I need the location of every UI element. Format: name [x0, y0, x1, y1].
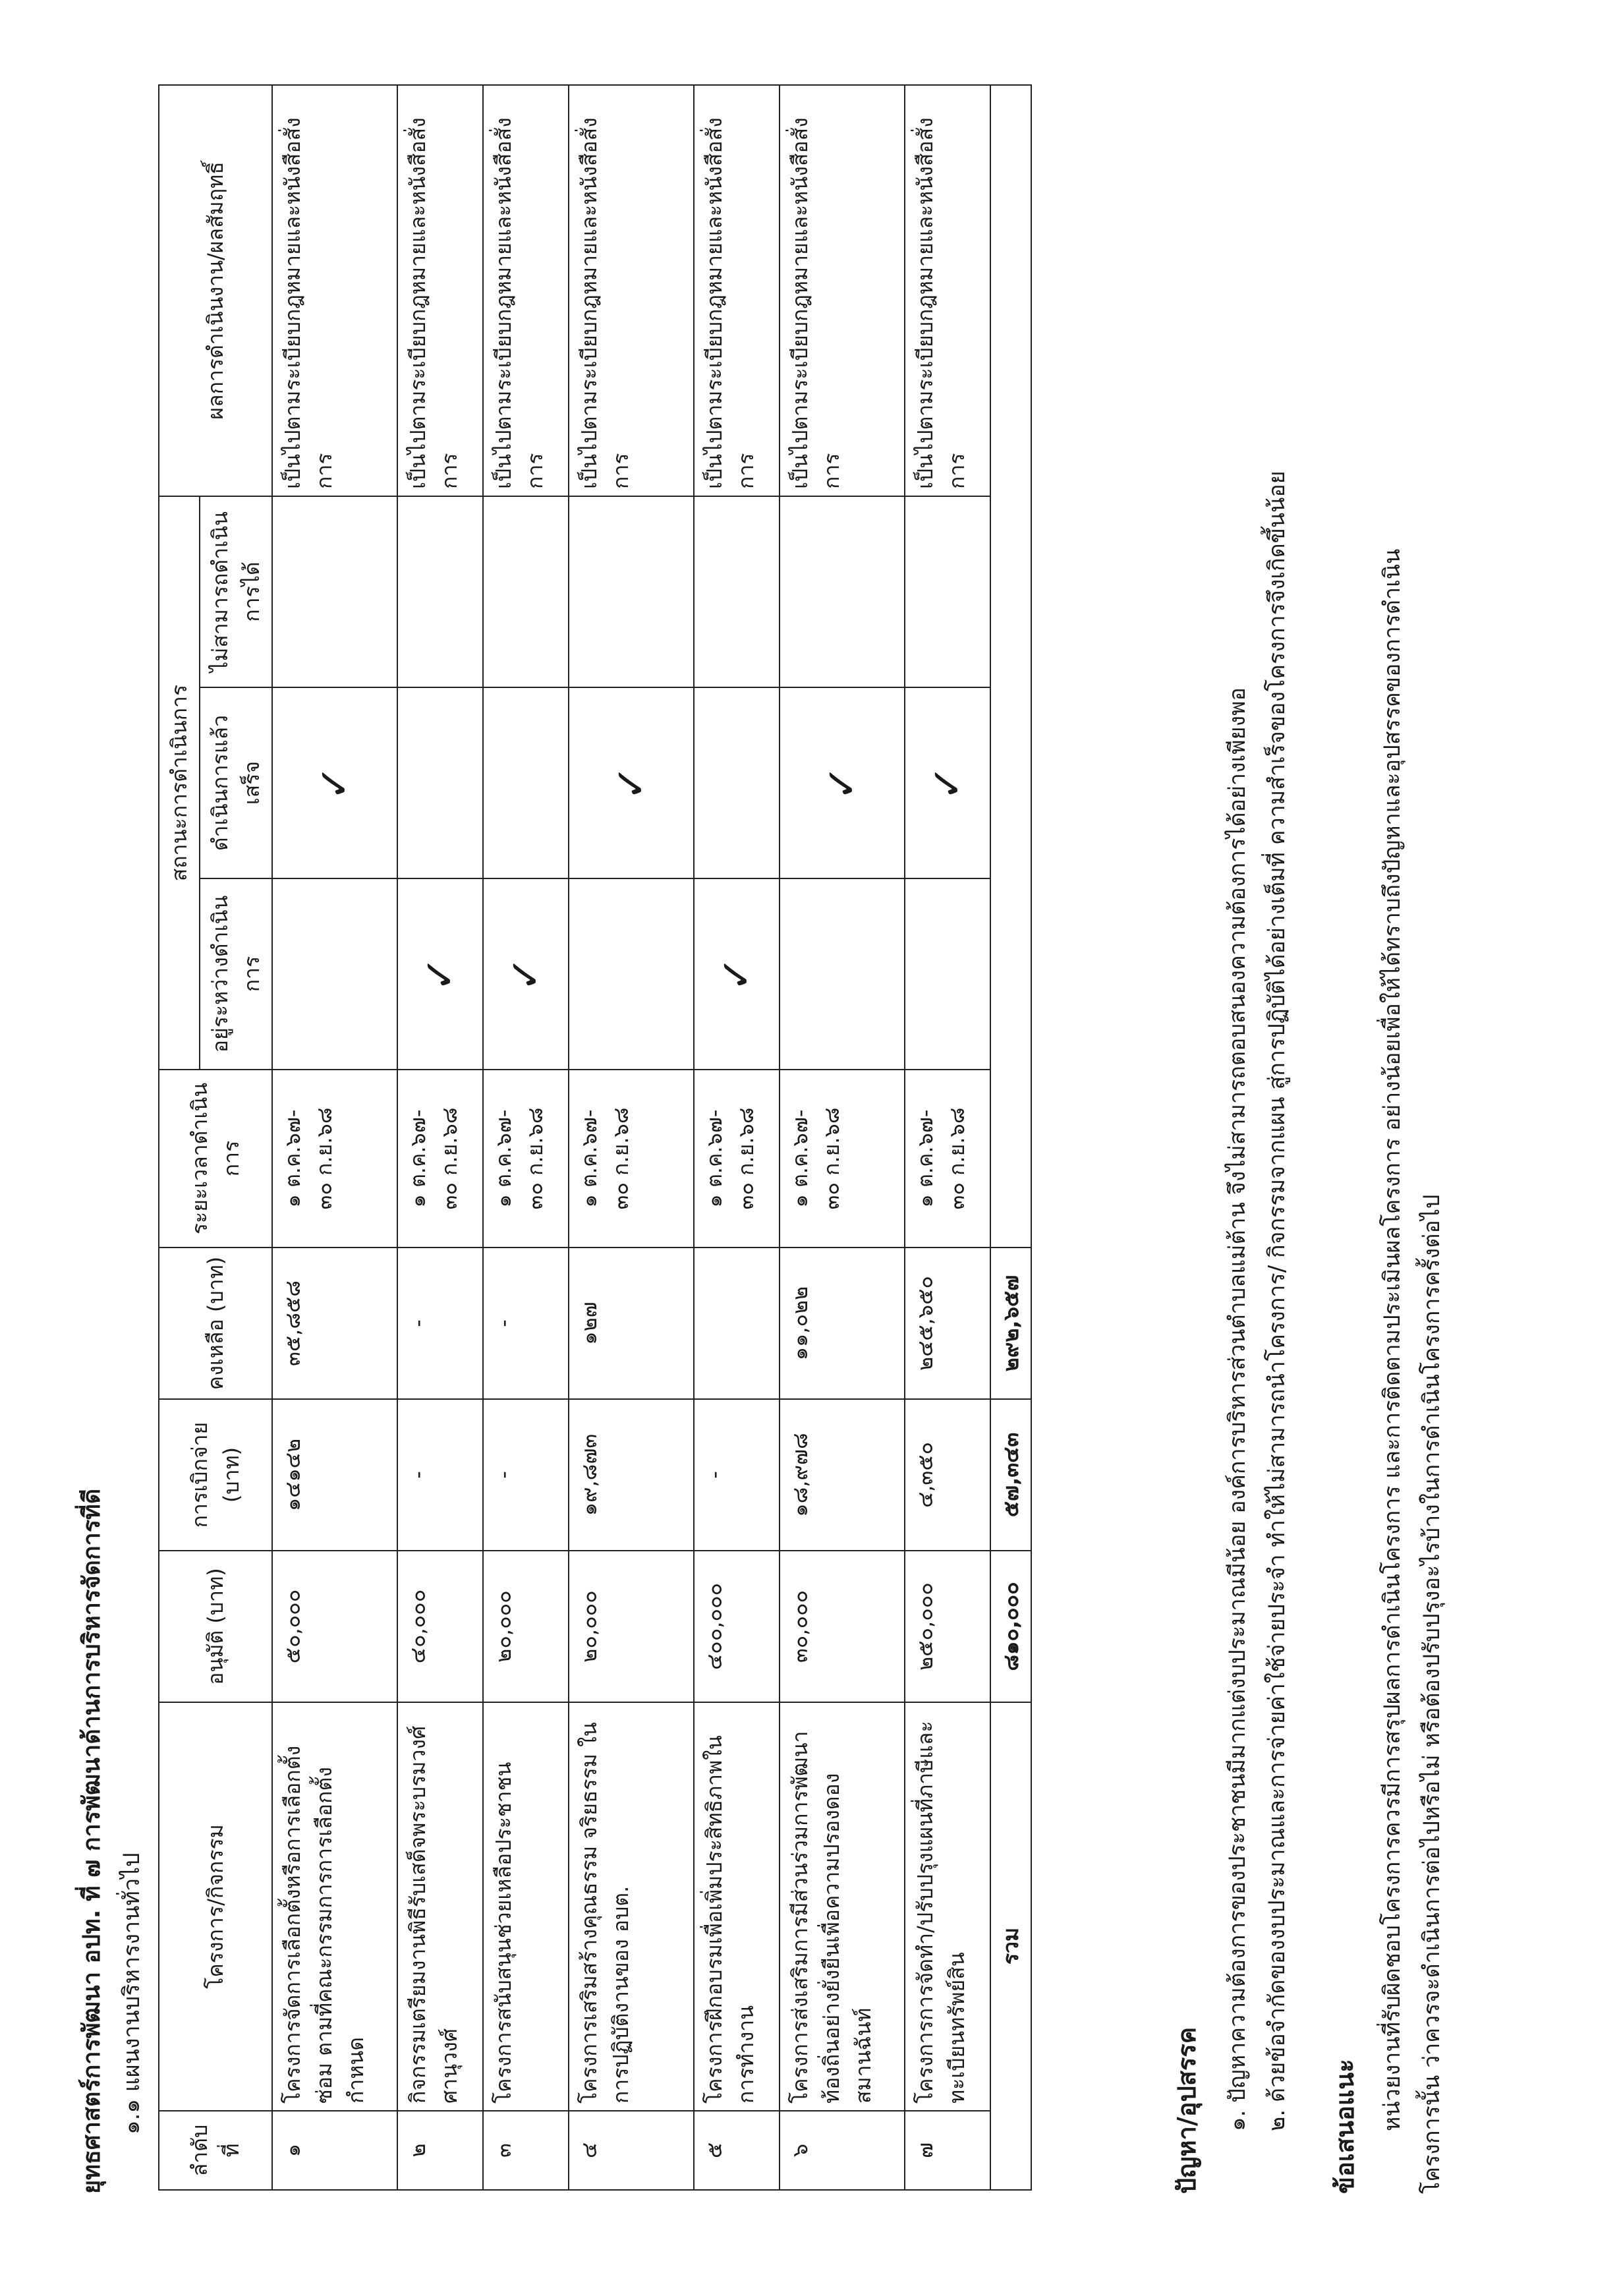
suggestion-text: หน่วยงานที่รับผิดชอบโครงการควรมีการสรุปผลการดำเนินโครงการ และการติดตามประเมินผลโครงการ อย่างน้อยเพื่อให้ได้ทราบถึงปัญหาและอุปสรรคของการดำเนิน [1379, 548, 1406, 2131]
row-disbursed: ๑๘,๙๗๘ [780, 1399, 905, 1551]
problems-title: ปัญหา/อุปสรรค [1172, 2026, 1201, 2194]
row-no: ๔ [569, 2111, 694, 2190]
row-disbursed: - [483, 1399, 569, 1551]
row-cannot [694, 496, 780, 687]
row-no: ๒ [397, 2111, 483, 2190]
row-done: ✓ [780, 687, 905, 878]
row-disbursed: ๑๙,๘๗๓ [569, 1399, 694, 1551]
row-project: โครงการจัดการเลือกตั้งหรือการเลือกตั้งซ่อม ตามที่คณะกรรมการการเลือกตั้งกำหนด [272, 1702, 397, 2111]
row-approved: ๕๐,๐๐๐ [272, 1551, 397, 1702]
row-period: ๑ ต.ค.๖๗- ๓๐ ก.ย.๖๘ [905, 1070, 990, 1248]
row-no: ๕ [694, 2111, 780, 2190]
row-result: เป็นไปตามระเบียบกฎหมายและหนังสือสั่งการ [569, 85, 694, 496]
suggestion-text: โครงการนั้น ว่าควรจะดำเนินการต่อไปหรือไม่ หรือต้องปรับปรุงอะไรบ้างในการดำเนินโครงการครั้งต่อไป [1419, 1194, 1445, 2194]
row-done [483, 687, 569, 878]
row-cannot [905, 496, 990, 687]
row-in-progress: ✓ [397, 878, 483, 1070]
header-done: ดำเนินการแล้วเสร็จ [200, 687, 272, 878]
row-result: เป็นไปตามระเบียบกฎหมายและหนังสือสั่งการ [272, 85, 397, 496]
header-in-progress: อยู่ระหว่างดำเนินการ [200, 878, 272, 1070]
total-disbursed: ๕๗,๓๔๓ [990, 1399, 1031, 1551]
row-no: ๗ [905, 2111, 990, 2190]
row-project: โครงการเสริมสร้างคุณธรรม จริยธรรม ในการปฏิบัติงานของ อบต. [569, 1702, 694, 2111]
project-table [158, 84, 1032, 2191]
header-disbursed: การเบิกจ่าย (บาท) [159, 1399, 272, 1551]
row-project: โครงการการจัดทำ/ปรับปรุงแผนที่ภาษีและทะเบียนทรัพย์สิน [905, 1702, 990, 2111]
row-result: เป็นไปตามระเบียบกฎหมายและหนังสือสั่งการ [905, 85, 990, 496]
total-blank [990, 85, 1031, 1248]
row-in-progress: ✓ [483, 878, 569, 1070]
strategy-heading: ยุทธศาสตร์การพัฒนา อปท. ที่ ๗ การพัฒนาด้านการบริหารจัดการที่ดี [78, 1488, 105, 2194]
row-approved: ๓๐,๐๐๐ [780, 1551, 905, 1702]
row-disbursed: ๑๔๑๔๒ [272, 1399, 397, 1551]
row-no: ๓ [483, 2111, 569, 2190]
row-done: ✓ [905, 687, 990, 878]
header-no: ลำดับที่ [159, 2111, 272, 2190]
row-approved: ๒๕๐,๐๐๐ [905, 1551, 990, 1702]
row-cannot [397, 496, 483, 687]
row-done [397, 687, 483, 878]
table-row [780, 85, 905, 2190]
row-approved: ๒๐,๐๐๐ [483, 1551, 569, 1702]
row-done: ✓ [569, 687, 694, 878]
suggestion-title: ข้อเสนอแนะ [1330, 2059, 1359, 2194]
row-remaining: ๓๕,๘๕๘ [272, 1248, 397, 1399]
row-remaining: ๑๑,๐๒๒ [780, 1248, 905, 1399]
row-done: ✓ [272, 687, 397, 878]
row-in-progress [569, 878, 694, 1070]
row-remaining [694, 1248, 780, 1399]
row-approved: ๔๐,๐๐๐ [397, 1551, 483, 1702]
row-remaining: ๒๔๕,๖๕๐ [905, 1248, 990, 1399]
table-row [483, 85, 569, 2190]
row-period: ๑ ต.ค.๖๗- ๓๐ ก.ย.๖๘ [272, 1070, 397, 1248]
row-period: ๑ ต.ค.๖๗- ๓๐ ก.ย.๖๘ [694, 1070, 780, 1248]
row-period: ๑ ต.ค.๖๗- ๓๐ ก.ย.๖๘ [483, 1070, 569, 1248]
header-status: สถานะการดำเนินการ [159, 496, 200, 1070]
header-approved: อนุมัติ (บาท) [159, 1551, 272, 1702]
row-in-progress [905, 878, 990, 1070]
row-remaining: - [483, 1248, 569, 1399]
table-row [397, 85, 483, 2190]
row-disbursed: - [694, 1399, 780, 1551]
row-period: ๑ ต.ค.๖๗- ๓๐ ก.ย.๖๘ [780, 1070, 905, 1248]
row-no: ๑ [272, 2111, 397, 2190]
header-remaining: คงเหลือ (บาท) [159, 1248, 272, 1399]
row-in-progress [272, 878, 397, 1070]
row-project: โครงการสนับสนุนช่วยเหลือประชาชน [483, 1702, 569, 2111]
problem-item: ๑. ปัญหาความต้องการของประชาชนมีมากแต่งบประมาณมีน้อย องค์การบริหารส่วนตำบลแม่ต้าน จึงไม่สามารถตอบสนองความต้องการได้อย่างเพียงพอ [1224, 687, 1251, 2131]
row-done [694, 687, 780, 878]
header-project: โครงการ/กิจกรรม [159, 1702, 272, 2111]
row-cannot [272, 496, 397, 687]
row-approved: ๒๐,๐๐๐ [569, 1551, 694, 1702]
total-row [990, 85, 1031, 2190]
table-row [272, 85, 397, 2190]
row-disbursed: ๔,๓๕๐ [905, 1399, 990, 1551]
table-row [569, 85, 694, 2190]
row-remaining: ๑๒๗ [569, 1248, 694, 1399]
row-cannot [483, 496, 569, 687]
row-project: โครงการส่งเสริมการมีส่วนร่วมการพัฒนาท้องถิ่นอย่างยั่งยืนเพื่อความปรองดองสมานฉันท์ [780, 1702, 905, 2111]
row-cannot [780, 496, 905, 687]
row-result: เป็นไปตามระเบียบกฎหมายและหนังสือสั่งการ [694, 85, 780, 496]
row-no: ๖ [780, 2111, 905, 2190]
row-period: ๑ ต.ค.๖๗- ๓๐ ก.ย.๖๘ [569, 1070, 694, 1248]
header-period: ระยะเวลาดำเนินการ [159, 1070, 272, 1248]
row-period: ๑ ต.ค.๖๗- ๓๐ ก.ย.๖๘ [397, 1070, 483, 1248]
row-result: เป็นไปตามระเบียบกฎหมายและหนังสือสั่งการ [780, 85, 905, 496]
total-approved: ๘๑๐,๐๐๐ [990, 1551, 1031, 1702]
row-cannot [569, 496, 694, 687]
row-remaining: - [397, 1248, 483, 1399]
row-result: เป็นไปตามระเบียบกฎหมายและหนังสือสั่งการ [483, 85, 569, 496]
header-result: ผลการดำเนินงาน/ผลสัมฤทธิ์ [159, 85, 272, 496]
problem-item: ๒. ด้วยข้อจำกัดของงบประมาณและการจ่ายค่าใช้จ่ายประจำ ทำให้ไม่สามารถนำโครงการ/ กิจกรรมจากแผน สู่การปฏิบัติได้อย่างเต็มที่ ความสำเร็จของโครงการจึงเกิดขึ้นน้อย [1264, 471, 1290, 2131]
total-label: รวม [990, 1702, 1031, 2190]
row-in-progress [780, 878, 905, 1070]
row-project: โครงการฝึกอบรมเพื่อเพิ่มประสิทธิภาพในการทำงาน [694, 1702, 780, 2111]
table-row [905, 85, 990, 2190]
row-in-progress: ✓ [694, 878, 780, 1070]
total-remaining: ๒๙๒,๖๕๗ [990, 1248, 1031, 1399]
header-cannot: ไม่สามารถดำเนินการได้ [200, 496, 272, 687]
row-approved: ๔๐๐,๐๐๐ [694, 1551, 780, 1702]
plan-subheading: ๑.๑ แผนงานบริหารงานทั่วไป [119, 1852, 145, 2135]
row-project: กิจกรรมเตรียมงานพิธีรับเสด็จพระบรมวงศ์ศานุวงศ์ [397, 1702, 483, 2111]
table-row [694, 85, 780, 2190]
row-result: เป็นไปตามระเบียบกฎหมายและหนังสือสั่งการ [397, 85, 483, 496]
row-disbursed: - [397, 1399, 483, 1551]
